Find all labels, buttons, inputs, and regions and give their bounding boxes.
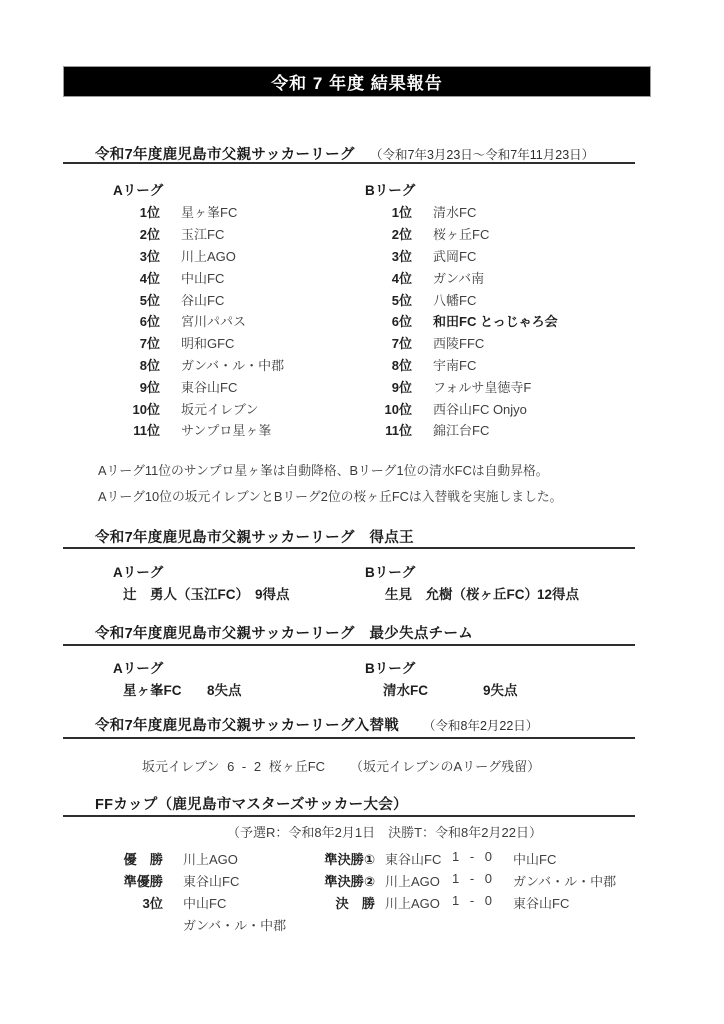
rank-label: 1位: [139, 205, 160, 221]
standing-row: [365, 266, 558, 288]
playoff-date: （令和8年2月22日）: [423, 719, 539, 733]
rank-label: 2位: [139, 227, 160, 243]
top-scorer-heading: 令和7年度鹿児島市父親サッカーリーグ 得点王: [95, 530, 414, 546]
ff-match-label: 決 勝: [335, 896, 375, 911]
conceded-a-team: 星ヶ峯FC: [123, 683, 182, 698]
page-title: 令和 7 年度 結果報告: [63, 66, 651, 97]
league-b-label: Bリーグ: [365, 183, 416, 198]
rank-label: 2位: [391, 227, 412, 243]
note-line: Aリーグ10位の坂元イレブンとBリーグ2位の桜ヶ丘FCは入替戦を実施しました。: [98, 488, 563, 504]
league-b-standings: [365, 201, 558, 441]
least-conceded-heading: 令和7年度鹿児島市父親サッカーリーグ 最少失点チーム: [95, 626, 474, 642]
conceded-league-b-label: Bリーグ: [365, 661, 416, 676]
rank-label: 10位: [384, 401, 412, 417]
ff-standing-team: 中山FC: [183, 896, 227, 911]
section-divider: [63, 547, 635, 549]
standing-row: [113, 223, 284, 245]
ff-match-away: 東谷山FC: [513, 896, 570, 911]
rank-label: 8位: [391, 357, 412, 373]
team-name: 錦江台FC: [433, 423, 490, 439]
standing-row: [113, 375, 284, 397]
scorer-a-player: 辻 勇人（玉江FC）: [123, 587, 249, 602]
rank-label: 11位: [133, 423, 160, 439]
ff-match-home: 東谷山FC: [385, 852, 442, 867]
rank-label: 1位: [391, 205, 412, 221]
team-name: ガンバ・ル・中郡: [181, 357, 285, 373]
playoff-heading: 令和7年度鹿児島市父親サッカーリーグ入替戦: [95, 718, 400, 734]
team-name: 中山FC: [181, 270, 225, 286]
standing-row: [365, 397, 558, 419]
ff-match-home: 川上AGO: [385, 896, 440, 911]
team-name: 川上AGO: [181, 248, 236, 264]
note-line: Aリーグ11位のサンプロ星ヶ峯は自動降格、Bリーグ1位の清水FCは自動昇格。: [98, 463, 549, 478]
rank-label: 8位: [139, 357, 160, 373]
team-name: 清水FC: [433, 205, 477, 221]
section-divider: [63, 644, 635, 646]
team-name: 桜ヶ丘FC: [433, 227, 490, 243]
standing-row: [365, 288, 558, 310]
team-name: 玉江FC: [181, 227, 225, 243]
standing-row: [365, 419, 558, 441]
team-name: 西陵FFC: [433, 336, 485, 352]
team-name: 谷山FC: [181, 292, 225, 308]
standing-row: [113, 419, 284, 441]
rank-label: 5位: [139, 292, 160, 308]
team-name: 東谷山FC: [181, 379, 238, 395]
standing-row: [365, 245, 558, 267]
standing-row: [113, 288, 284, 310]
rank-label: 9位: [139, 379, 160, 395]
rank-label: 4位: [391, 270, 412, 286]
team-name: サンプロ星ヶ峯: [181, 423, 272, 439]
rank-label: 3位: [391, 248, 412, 264]
rank-label: 4位: [139, 270, 160, 286]
standing-row: [113, 332, 284, 354]
rank-label: 7位: [139, 336, 160, 352]
ff-match-score: 1 - 0: [452, 893, 493, 908]
conceded-league-a-label: Aリーグ: [113, 661, 164, 676]
ff-standing-label: 準優勝: [123, 874, 163, 889]
standing-row: [365, 310, 558, 332]
team-name: 八幡FC: [433, 292, 477, 308]
league-section-heading: 令和7年度鹿児島市父親サッカーリーグ: [95, 147, 355, 163]
scorer-league-b-label: Bリーグ: [365, 565, 416, 580]
rank-label: 3位: [139, 248, 160, 264]
team-name: 宇南FC: [433, 357, 477, 373]
conceded-b-value: 9失点: [483, 683, 518, 698]
ff-match-home: 川上AGO: [385, 874, 440, 889]
ff-standing-label: 優 勝: [123, 852, 163, 867]
team-name: 西谷山FC Onjyo: [433, 401, 527, 417]
standing-row: [113, 397, 284, 419]
rank-label: 5位: [391, 292, 412, 308]
ff-standing-team: 川上AGO: [183, 852, 238, 867]
ff-match-label: 準決勝①: [324, 852, 375, 867]
ff-match-score: 1 - 0: [452, 849, 493, 864]
ff-match-away: 中山FC: [513, 852, 557, 867]
standing-row: [113, 310, 284, 332]
scorer-a-goals: 9得点: [255, 587, 290, 602]
team-name: 武岡FC: [433, 248, 477, 264]
promotion-notes: [98, 458, 562, 509]
playoff-note: （坂元イレブンのAリーグ残留）: [350, 759, 541, 774]
section-divider: [63, 162, 635, 164]
rank-label: 10位: [132, 401, 160, 417]
team-name: フォルサ皇徳寺F: [433, 379, 532, 395]
standing-row: [365, 332, 558, 354]
playoff-result: 坂元イレブン 6 - 2 桜ヶ丘FC: [142, 759, 326, 774]
team-name: 星ヶ峯FC: [181, 205, 238, 221]
standing-row: [365, 223, 558, 245]
ff-standing-label: 3位: [142, 896, 163, 911]
scorer-b-player: 生見 允樹（桜ヶ丘FC）: [385, 587, 538, 602]
scorer-b-goals: 12得点: [537, 587, 580, 602]
rank-label: 9位: [391, 379, 412, 395]
rank-label: 11位: [385, 423, 412, 439]
standing-row: [113, 201, 284, 223]
team-name: 宮川パパス: [181, 314, 247, 330]
team-name: 坂元イレブン: [181, 401, 259, 417]
standing-row: [113, 245, 284, 267]
standing-row: [113, 266, 284, 288]
ff-cup-dates: （予選R：令和8年2月1日 決勝T：令和8年2月22日）: [227, 825, 542, 840]
team-name: ガンバ南: [433, 270, 485, 286]
ff-match-score: 1 - 0: [452, 871, 493, 886]
team-name: 明和GFC: [181, 336, 235, 352]
ff-cup-heading: FFカップ（鹿児島市マスターズサッカー大会）: [95, 797, 408, 813]
league-a-label: Aリーグ: [113, 183, 164, 198]
conceded-a-value: 8失点: [207, 683, 242, 698]
standing-row: [365, 375, 558, 397]
league-a-standings: [113, 201, 284, 441]
rank-label: 7位: [391, 336, 412, 352]
ff-match-label: 準決勝②: [324, 874, 375, 889]
ff-match-away: ガンバ・ル・中郡: [513, 874, 617, 889]
rank-label: 6位: [391, 314, 412, 330]
team-name: 和田FC とっじゃろ会: [433, 314, 558, 330]
conceded-b-team: 清水FC: [383, 683, 428, 698]
standing-row: [113, 354, 284, 376]
standing-row: [365, 354, 558, 376]
standing-row: [365, 201, 558, 223]
scorer-league-a-label: Aリーグ: [113, 565, 164, 580]
section-divider: [63, 737, 635, 739]
ff-standing-team: 東谷山FC: [183, 874, 240, 889]
league-section-period: （令和7年3月23日～令和7年11月23日）: [370, 148, 595, 162]
section-divider: [63, 815, 635, 817]
rank-label: 6位: [139, 314, 160, 330]
ff-standing-team: ガンバ・ル・中郡: [183, 918, 287, 933]
